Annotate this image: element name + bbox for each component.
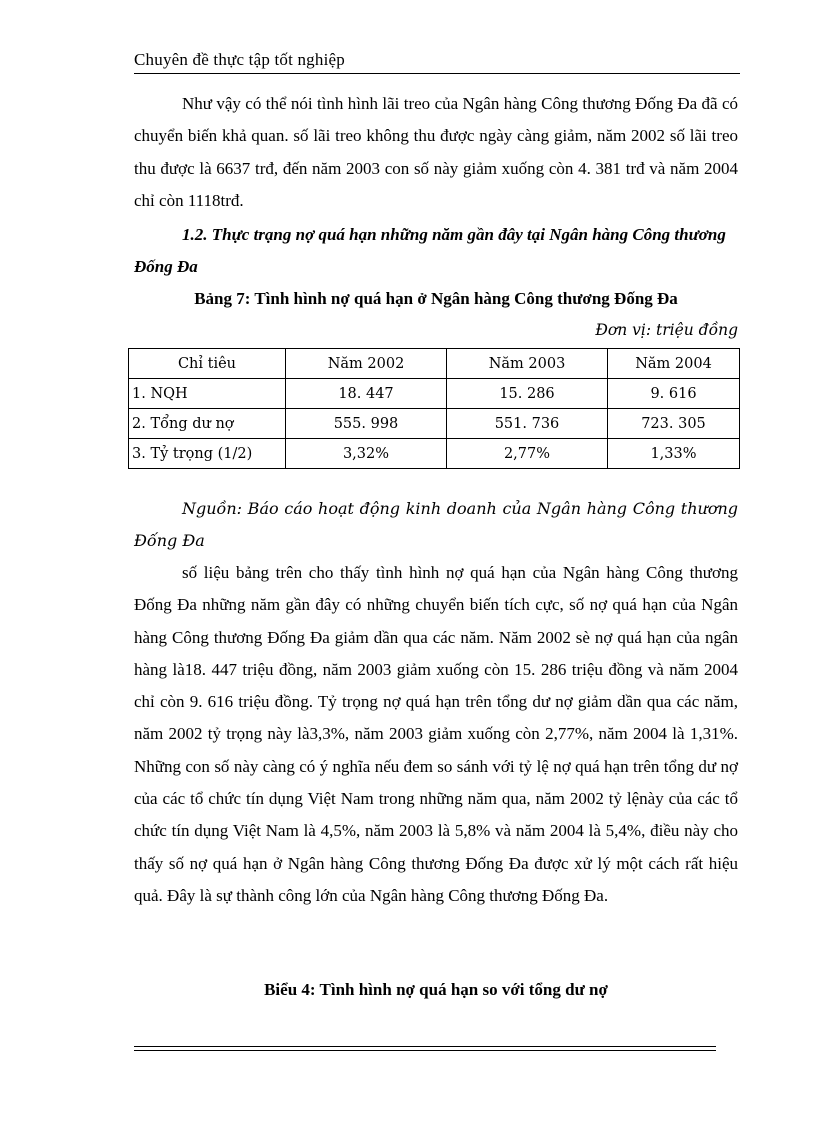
table-cell: 1,33% (608, 439, 740, 469)
table-cell: 551. 736 (447, 409, 608, 439)
table-row (129, 409, 740, 439)
row-label: 2. Tổng dư nợ (129, 409, 286, 439)
table-cell: 555. 998 (286, 409, 447, 439)
overdue-debt-table (128, 348, 740, 469)
row-label: 1. NQH (129, 379, 286, 409)
table-row (129, 439, 740, 469)
header-divider (134, 73, 740, 74)
table-cell: 9. 616 (608, 379, 740, 409)
column-header-2004: Năm 2004 (608, 349, 740, 379)
table-row (129, 379, 740, 409)
column-header-2003: Năm 2003 (447, 349, 608, 379)
page-header-title: Chuyên đề thực tập tốt nghiệp (134, 50, 345, 69)
paragraph-interest-overview: Như vậy có thể nói tình hình lãi treo của Ngân hàng Công thương Đống Đa đã có chuyển biến khả quan. số lãi treo không thu được ngày càng giảm, năm 2002 số lãi treo thu được là 6637 trđ, đến năm 2003 con số này giảm xuống còn 4. 381 trđ và năm 2004 chỉ còn 1118trđ. (134, 94, 738, 210)
footer-divider-top (134, 1046, 716, 1047)
column-header-2002: Năm 2002 (286, 349, 447, 379)
paragraph-analysis: số liệu bảng trên cho thấy tình hình nợ quá hạn của Ngân hàng Công thương Đống Đa những năm gần đây có những chuyển biến tích cực, số nợ quá hạn của Ngân hàng Công thương Đống Đa giảm dần qua các năm. Năm 2002 sè nợ quá hạn của ngân hàng là18. 447 triệu đồng, năm 2003 giảm xuống còn 15. 286 triệu đồng và năm 2004 chỉ còn 9. 616 triệu đồng. Tỷ trọng nợ quá hạn trên tổng dư nợ giảm dần qua các năm, năm 2002 tỷ trọng này là3,3%, năm 2003 giảm xuống còn 2,77%, năm 2004 là 1,31%. Những con số này càng có ý nghĩa nếu đem so sánh với tỷ lệ nợ quá hạn trên tổng dư nợ của các tổ chức tín dụng Việt Nam trong những năm qua, năm 2002 tỷ lệnày của các tổ chức tín dụng Việt Nam là 4,5%, năm 2003 là 5,8% và năm 2004 là 5,4%, điều này cho thấy số nợ quá hạn ở Ngân hàng Công thương Đống Đa được xử lý một cách rất hiệu quả. Đây là sự thành công lớn của Ngân hàng Công thương Đống Đa. (134, 563, 738, 905)
table-caption: Bảng 7: Tình hình nợ quá hạn ở Ngân hàng Công thương Đống Đa (194, 289, 678, 308)
table-header-row (129, 349, 740, 379)
table-cell: 3,32% (286, 439, 447, 469)
row-label: 3. Tỷ trọng (1/2) (129, 439, 286, 469)
table-unit-label: Đơn vị: triệu đồng (595, 321, 738, 339)
table-cell: 723. 305 (608, 409, 740, 439)
section-heading: 1.2. Thực trạng nợ quá hạn những năm gần đây tại Ngân hàng Công thương Đống Đa (134, 225, 726, 277)
table-cell: 18. 447 (286, 379, 447, 409)
table-cell: 15. 286 (447, 379, 608, 409)
column-header-indicator: Chỉ tiêu (129, 349, 286, 379)
chart-caption: Biểu 4: Tình hình nợ quá hạn so với tổng dư nợ (264, 980, 608, 999)
footer-divider-bottom (134, 1050, 716, 1051)
table-cell: 2,77% (447, 439, 608, 469)
table-source-note: Nguồn: Báo cáo hoạt động kinh doanh của Ngân hàng Công thương Đống Đa (134, 499, 738, 551)
